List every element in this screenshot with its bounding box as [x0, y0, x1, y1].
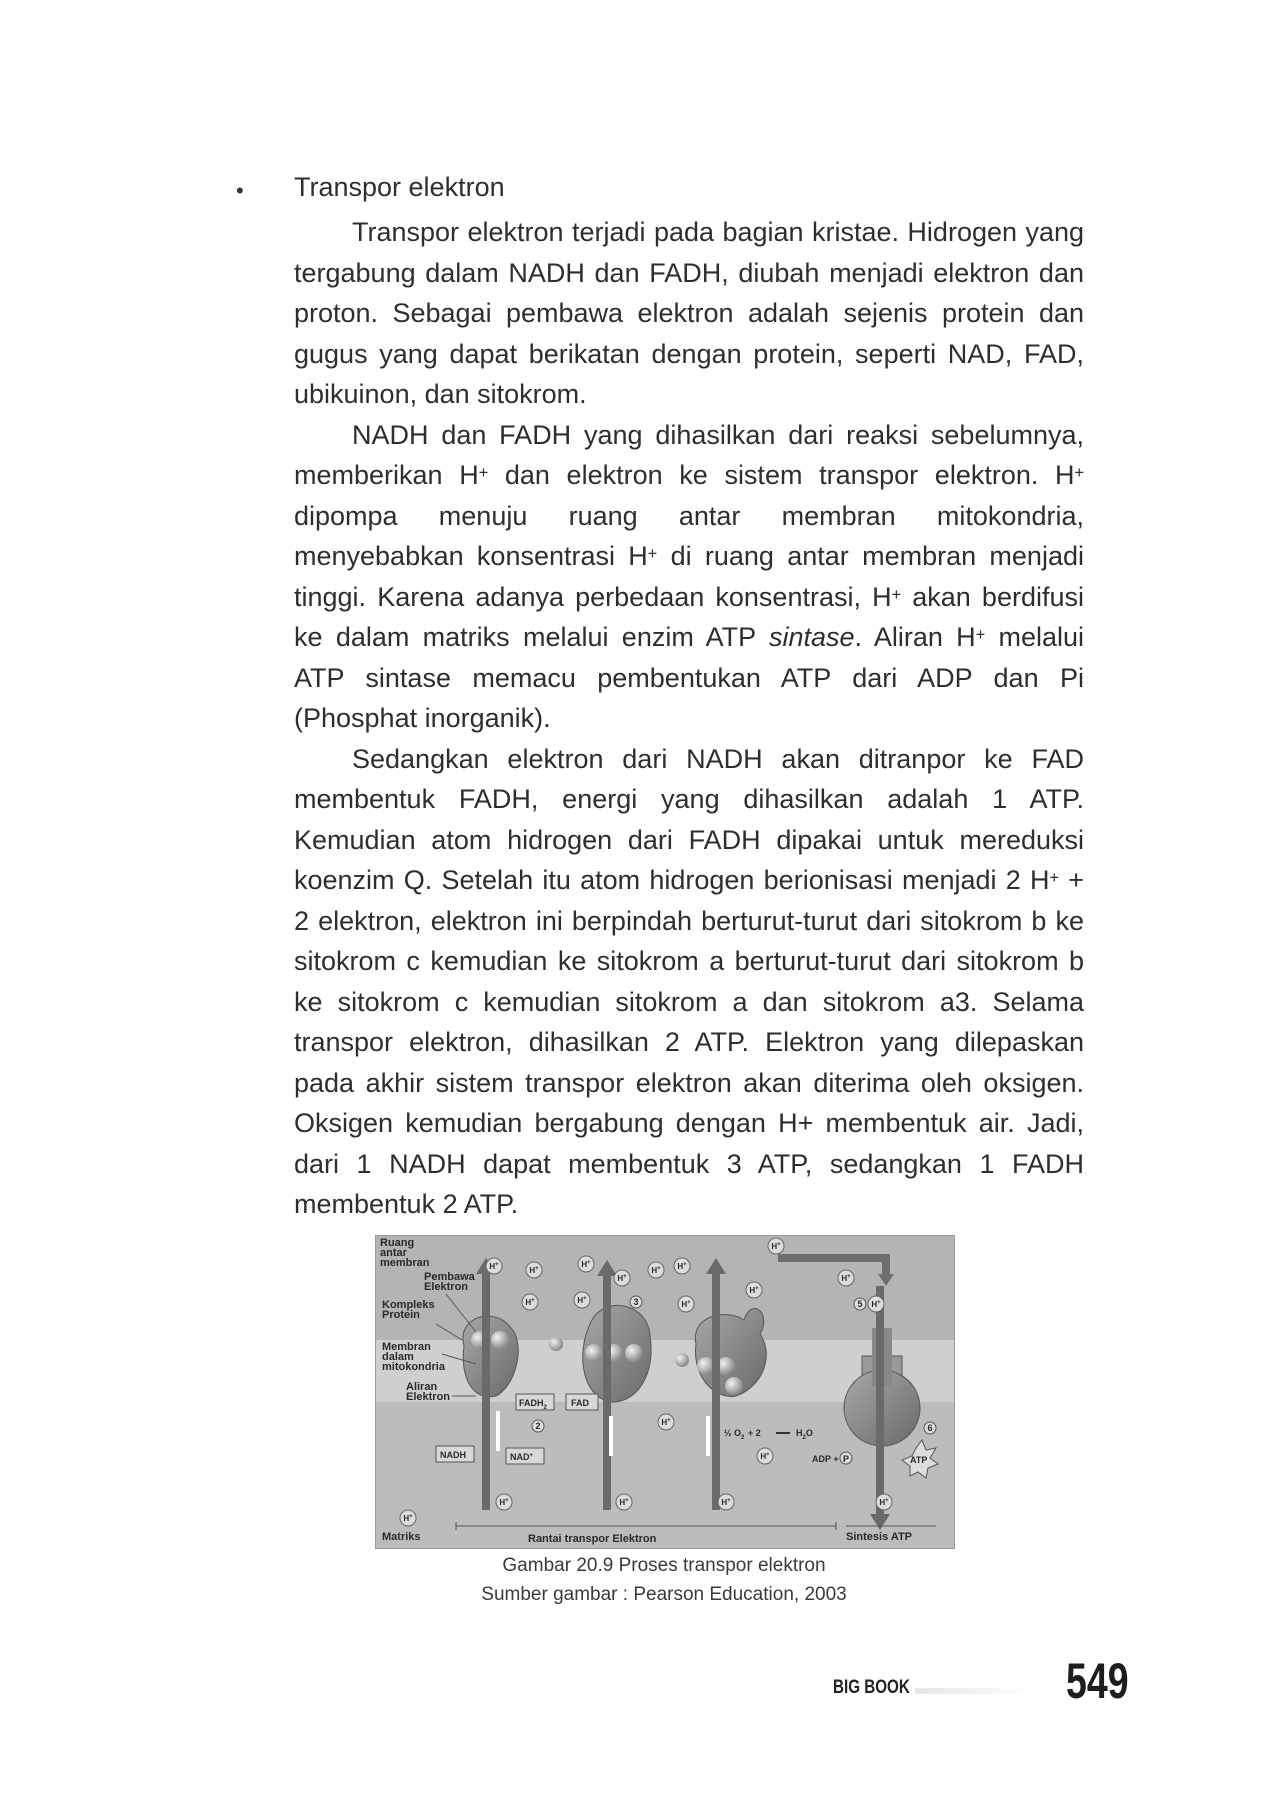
svg-text:NADH: NADH — [440, 1450, 466, 1460]
svg-text:Ruang: Ruang — [380, 1237, 415, 1249]
svg-text:H+: H+ — [760, 1452, 770, 1461]
svg-text:H+: H+ — [581, 1260, 591, 1269]
figure-source: Sumber gambar : Pearson Education, 2003 — [481, 1584, 847, 1605]
svg-text:P: P — [843, 1454, 850, 1464]
electron-transport-figure — [375, 1235, 955, 1549]
figure-illustration — [376, 1236, 954, 1548]
svg-text:Pembawa: Pembawa — [424, 1271, 475, 1283]
svg-text:H+: H+ — [577, 1296, 587, 1305]
svg-text:+ 2: + 2 — [748, 1428, 761, 1438]
svg-text:Sintesis ATP: Sintesis ATP — [846, 1531, 913, 1543]
svg-text:ATP: ATP — [910, 1455, 928, 1465]
svg-text:Matriks: Matriks — [382, 1531, 421, 1543]
svg-text:½: ½ — [724, 1428, 732, 1438]
svg-text:dalam: dalam — [382, 1351, 414, 1363]
paragraph-2: NADH dan FADH yang dihasilkan dari reaksi sebelumnya, memberikan H+ dan elektron ke sistem transpor elektron. H+ dipompa menuju ruang antar membran mitokondria, menyebabkan konsentrasi H+ di ruang antar membran menjadi tinggi. Karena adanya perbedaan konsentrasi, H+ akan berdifusi ke dalam matriks melalui enzim ATP sintase. Aliran H+ melalui ATP sintase memacu pembentukan ATP dari ADP dan Pi (Phosphat inorganik). — [294, 419, 1084, 733]
svg-text:H+: H+ — [619, 1498, 629, 1507]
svg-text:H+: H+ — [749, 1286, 759, 1295]
svg-text:FADH2: $FADH_2$ — [519, 1398, 547, 1411]
svg-text:ADP +: ADP + — [812, 1454, 839, 1464]
svg-text:Aliran: Aliran — [406, 1381, 438, 1393]
section-heading: Transpor elektron — [294, 172, 505, 202]
paragraph-1: Transpor elektron terjadi pada bagian kristae. Hidrogen yang tergabung dalam NADH dan FADH, diubah menjadi elektron dan proton. Sebagai pembawa elektron adalah sejenis protein dan gugus yang dapat berikatan dengan protein, seperti NAD, FAD, ubikuinon, dan sitokrom. — [294, 217, 1084, 409]
svg-text:H+: H+ — [525, 1298, 535, 1307]
svg-text:H+: H+ — [617, 1274, 627, 1283]
svg-text:Elektron: Elektron — [406, 1391, 451, 1403]
paragraph-3: Sedangkan elektron dari NADH akan ditranpor ke FAD membentuk FADH, energi yang dihasilkan adalah 1 ATP. Kemudian atom hidrogen dari FADH dipakai untuk mereduksi koenzim Q. Setelah itu atom hidrogen berionisasi menjadi 2 H+ + 2 elektron, elektron ini berpindah berturut-turut dari sitokrom b ke sitokrom c kemudian ke sitokrom a berturut-turut dari sitokrom b ke sitokrom c kemudian sitokrom a dan sitokrom a3. Selama transpor elektron, dihasilkan 2 ATP. Elektron yang dilepaskan pada akhir sistem transpor elektron akan diterima oleh oksigen. Oksigen kemudian bergabung dengan H+ membentuk air. Jadi, dari 1 NADH dapat membentuk 3 ATP, sedangkan 1 FADH membentuk 2 ATP. — [294, 743, 1084, 1219]
page-number: 549 — [1066, 1653, 1129, 1709]
svg-text:H+: H+ — [489, 1262, 499, 1271]
svg-text:H+: H+ — [721, 1498, 731, 1507]
svg-text:O2: $O_2$ — [734, 1428, 745, 1441]
svg-text:2: 2 — [535, 1421, 541, 1431]
svg-text:3: 3 — [633, 1297, 639, 1307]
svg-text:Protein: Protein — [382, 1309, 420, 1321]
footer-decoration — [915, 1688, 1035, 1694]
svg-text:6: 6 — [927, 1423, 933, 1433]
svg-text:H+: H+ — [529, 1266, 539, 1275]
svg-text:FAD: FAD — [571, 1398, 589, 1408]
svg-text:H+: H+ — [661, 1418, 671, 1427]
bullet-marker: • — [236, 178, 244, 203]
svg-text:H+: H+ — [681, 1300, 691, 1309]
svg-text:Elektron: Elektron — [424, 1281, 469, 1293]
footer-brand: BIG BOOK — [833, 1677, 910, 1698]
svg-text:H+: H+ — [651, 1266, 661, 1275]
svg-text:Kompleks: Kompleks — [382, 1299, 435, 1311]
svg-text:H+: H+ — [403, 1514, 413, 1523]
svg-text:H+: H+ — [771, 1242, 781, 1251]
svg-text:H+: H+ — [499, 1498, 509, 1507]
body-text — [294, 212, 1084, 1225]
svg-text:antar: antar — [380, 1247, 407, 1259]
svg-text:H+: H+ — [677, 1262, 687, 1271]
svg-text:H+: H+ — [871, 1300, 881, 1309]
svg-text:H+: H+ — [879, 1498, 889, 1507]
svg-text:Rantai transpor Elektron: Rantai transpor Elektron — [528, 1533, 657, 1545]
svg-text:membran: membran — [380, 1257, 430, 1269]
svg-text:mitokondria: mitokondria — [382, 1361, 445, 1373]
svg-text:Membran: Membran — [382, 1341, 431, 1353]
svg-text:H+: H+ — [841, 1274, 851, 1283]
svg-text:H2O: $H_2O$ — [796, 1428, 813, 1441]
figure-caption: Gambar 20.9 Proses transpor elektron — [502, 1555, 826, 1576]
svg-text:5: 5 — [857, 1299, 863, 1309]
svg-text:NAD+: NAD+ — [510, 1452, 534, 1462]
